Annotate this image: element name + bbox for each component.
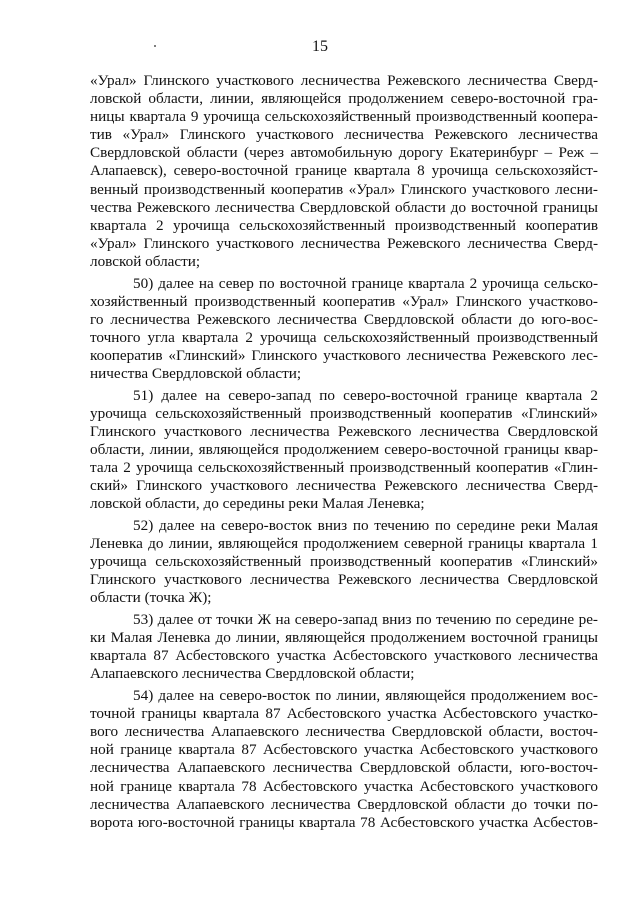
text-line: ский» Глинского участкового лесничества Режевского лесничества Сверд- bbox=[90, 477, 598, 495]
text-line: квартала 2 урочища сельскохозяйственный производственный кооператив bbox=[90, 216, 598, 234]
scan-speck bbox=[154, 45, 156, 47]
text-line: урочища сельскохозяйственный производственный кооператив «Глинский» bbox=[90, 553, 598, 571]
text-line: ловской области, до середины реки Малая Леневка; bbox=[90, 495, 425, 513]
text-line: ловской области, линии, являющейся продолжением северо-восточной гра- bbox=[90, 90, 598, 108]
text-line: точной границы квартала 87 Асбестовского участка Асбестовского участко- bbox=[90, 705, 598, 723]
text-line: точного угла квартала 2 урочища сельскохозяйственный производственный bbox=[90, 328, 598, 346]
text-line: области, линии, являющейся продолжением северо-восточной границы квар- bbox=[90, 441, 598, 459]
paragraph-item-54 bbox=[90, 687, 598, 832]
text-line: ки Малая Леневка до линии, являющейся продолжением восточной границы bbox=[90, 629, 598, 647]
text-line: «Урал» Глинского участкового лесничества Режевского лесничества Сверд- bbox=[90, 234, 598, 252]
text-line: квартала 87 Асбестовского участка Асбестовского участкового лесничества bbox=[90, 647, 598, 665]
text-line: 51) далее на северо-запад по северо-восточной границе квартала 2 bbox=[133, 386, 598, 404]
text-line: ловской области; bbox=[90, 252, 201, 270]
text-line: Леневка до линии, являющейся продолжением северной границы квартала 1 bbox=[90, 535, 598, 553]
text-line: 52) далее на северо-восток вниз по течению по середине реки Малая bbox=[133, 517, 598, 535]
paragraph-item-51 bbox=[90, 387, 598, 514]
text-line: 54) далее на северо-восток по линии, являющейся продолжением вос- bbox=[133, 687, 598, 705]
text-line: го лесничества Режевского лесничества Свердловской области до юго-вос- bbox=[90, 310, 598, 328]
text-line: 53) далее от точки Ж на северо-запад вниз по течению по середине ре- bbox=[133, 611, 598, 629]
page-number: 15 bbox=[312, 38, 328, 55]
text-line: урочища сельскохозяйственный производственный кооператив «Глинский» bbox=[90, 404, 598, 422]
text-line: ворота юго-восточной границы квартала 78 Асбестовского участка Асбестов- bbox=[90, 813, 598, 831]
text-line: ничества Свердловской области; bbox=[90, 365, 302, 383]
text-line: «Урал» Глинского участкового лесничества Режевского лесничества Сверд- bbox=[90, 72, 598, 89]
text-line: тала 2 урочища сельскохозяйственный производственный кооператив «Глин- bbox=[90, 459, 598, 477]
text-line: лесничества Алапаевского лесничества Свердловской области, юго-восточ- bbox=[90, 759, 598, 777]
text-line: ной границе квартала 87 Асбестовского участка Асбестовского участкового bbox=[90, 741, 598, 759]
text-line: Алапаевск), северо-восточной границе квартала 8 урочища сельскохозяйст- bbox=[90, 162, 598, 180]
text-line: хозяйственный производственный кооператив «Урал» Глинского участково- bbox=[90, 292, 598, 310]
text-line: 50) далее на север по восточной границе квартала 2 урочища сельско- bbox=[133, 274, 598, 292]
text-line: ной границе квартала 78 Асбестовского участка Асбестовского участкового bbox=[90, 777, 598, 795]
paragraph-item-53 bbox=[90, 611, 598, 683]
text-line: Глинского участкового лесничества Режевского лесничества Свердловской bbox=[90, 571, 598, 589]
paragraph-continuation bbox=[90, 72, 598, 271]
paragraph-item-50 bbox=[90, 275, 598, 384]
document-body bbox=[90, 72, 598, 835]
text-line: лесничества Алапаевского лесничества Свердловской области до точки по- bbox=[90, 795, 598, 813]
text-line: кооператив «Глинский» Глинского участкового лесничества Режевского лес- bbox=[90, 347, 598, 364]
text-line: ницы квартала 9 урочища сельскохозяйственный производственный коопера- bbox=[90, 108, 598, 126]
text-line: чества Режевского лесничества Свердловской области до восточной границы bbox=[90, 198, 598, 216]
text-line: Глинского участкового лесничества Режевского лесничества Свердловской bbox=[90, 422, 598, 440]
text-line: Алапаевского лесничества Свердловской области; bbox=[90, 665, 415, 683]
text-line: области (точка Ж); bbox=[90, 589, 212, 607]
text-line: вого лесничества Алапаевского лесничества Свердловской области, восточ- bbox=[90, 723, 598, 741]
text-line: венный производственный кооператив «Урал» Глинского участкового лесни- bbox=[90, 180, 598, 198]
text-line: тив «Урал» Глинского участкового лесничества Режевского лесничества bbox=[90, 126, 598, 144]
text-line: Свердловской области (через автомобильную дорогу Екатеринбург – Реж – bbox=[90, 144, 598, 162]
paragraph-item-52 bbox=[90, 517, 598, 607]
